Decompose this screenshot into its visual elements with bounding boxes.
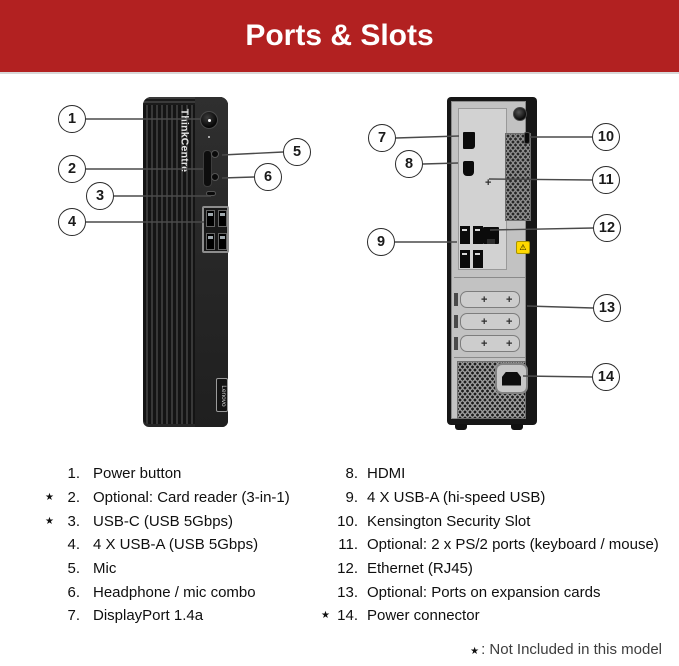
footnote <box>470 641 662 658</box>
callout-5: 5 <box>283 138 311 166</box>
rear-vent-grille <box>505 133 531 221</box>
screw-mark: + <box>481 294 488 306</box>
header-banner <box>0 0 679 74</box>
screw-mark: + <box>506 316 513 328</box>
expansion-slot-cover <box>460 291 520 308</box>
usb-a-port <box>460 250 470 268</box>
legend-number: 14. <box>337 607 358 625</box>
usb-a-port <box>473 226 483 244</box>
usb-a-port <box>206 210 215 227</box>
legend-label: 4 X USB-A (USB 5Gbps) <box>93 536 259 554</box>
lenovo-badge <box>216 378 228 412</box>
legend-label: 4 X USB-A (hi-speed USB) <box>367 489 546 507</box>
screw-mark: + <box>506 338 513 350</box>
thumbscrew <box>513 107 527 121</box>
legend-label: Mic <box>93 560 117 578</box>
ethernet-port <box>483 227 499 244</box>
usb-c-port <box>206 191 216 196</box>
screw-mark: + <box>481 338 488 350</box>
legend-item-14 <box>316 604 666 628</box>
slot-bracket <box>454 315 458 328</box>
legend-number: 8. <box>345 465 358 483</box>
footnote-star: ★ <box>321 610 330 622</box>
thinkcentre-logo: ThinkCentre <box>178 108 191 173</box>
callout-4: 4 <box>58 208 86 236</box>
legend-number: 6. <box>67 583 80 601</box>
screw-mark: + <box>506 294 513 306</box>
legend-number: 11. <box>338 536 358 554</box>
legend-label: Ethernet (RJ45) <box>367 560 473 578</box>
legend-item-3 <box>40 509 320 533</box>
legend-item-10 <box>316 509 666 533</box>
case-foot <box>455 424 467 430</box>
legend-label: Optional: Card reader (3-in-1) <box>93 489 290 507</box>
legend-label: USB-C (USB 5Gbps) <box>93 512 234 530</box>
legend-number: 10. <box>337 512 358 530</box>
usb-a-port <box>473 250 483 268</box>
legend-number: 2. <box>67 489 80 507</box>
rear-usb-cluster <box>460 226 484 269</box>
legend-label: Power connector <box>367 607 480 625</box>
mic-jack <box>211 150 219 158</box>
legend-number: 3. <box>67 512 80 530</box>
legend-item-2 <box>40 486 320 510</box>
usb-a-port <box>206 233 215 250</box>
rear-view-image <box>447 97 537 425</box>
legend-label: HDMI <box>367 465 406 483</box>
callout-12: 12 <box>593 214 621 242</box>
expansion-slot-cover <box>460 313 520 330</box>
front-usb-cluster <box>202 206 229 253</box>
callout-1: 1 <box>58 105 86 133</box>
power-inlet-socket <box>502 372 521 386</box>
footnote-text: : Not Included in this model <box>481 641 662 658</box>
lenovo-badge-text: Lenovo <box>220 385 227 407</box>
legend-label: Power button <box>93 465 182 483</box>
power-connector <box>495 363 528 394</box>
screw-mark: + <box>481 316 488 328</box>
legend-number: 5. <box>67 560 80 578</box>
headphone-jack <box>211 173 219 181</box>
slot-bracket <box>454 337 458 350</box>
callout-14: 14 <box>592 363 620 391</box>
usb-a-port <box>218 233 227 250</box>
callout-13: 13 <box>593 294 621 322</box>
legend-label: DisplayPort 1.4a <box>93 607 204 625</box>
legend-item-8 <box>316 462 666 486</box>
legend-label: Optional: Ports on expansion cards <box>367 583 601 601</box>
legend-item-5 <box>40 557 320 581</box>
legend-item-4 <box>40 533 320 557</box>
legend-item-12 <box>316 557 666 581</box>
front-view-image <box>143 97 228 427</box>
legend-item-6 <box>40 580 320 604</box>
footnote-star: ★ <box>45 492 54 504</box>
callout-2: 2 <box>58 155 86 183</box>
callout-7: 7 <box>368 124 396 152</box>
legend-label: Kensington Security Slot <box>367 512 531 530</box>
legend-number: 4. <box>67 536 80 554</box>
legend-number: 1. <box>67 465 80 483</box>
callout-10: 10 <box>592 123 620 151</box>
legend-item-9 <box>316 486 666 510</box>
legend-column-right <box>316 462 666 628</box>
rear-main-panel <box>451 101 526 419</box>
callout-9: 9 <box>367 228 395 256</box>
legend-number: 9. <box>345 489 358 507</box>
power-led <box>208 136 210 138</box>
case-foot <box>511 424 523 430</box>
legend-column-left <box>40 462 320 628</box>
legend-number: 12. <box>337 560 358 578</box>
legend-label: Optional: 2 x PS/2 ports (keyboard / mouse) <box>367 536 659 554</box>
panel-divider <box>454 277 525 278</box>
displayport-port <box>463 132 475 149</box>
legend-item-7 <box>40 604 320 628</box>
footnote-star: ★ <box>45 515 54 527</box>
kensington-slot <box>524 132 530 144</box>
ps2-mount-mark: + <box>485 177 492 189</box>
callout-8: 8 <box>395 150 423 178</box>
expansion-slot-cover <box>460 335 520 352</box>
legend-number: 13. <box>337 583 358 601</box>
callout-3: 3 <box>86 182 114 210</box>
legend-item-1 <box>40 462 320 486</box>
power-button <box>200 111 218 129</box>
usb-a-port <box>218 210 227 227</box>
slot-bracket <box>454 293 458 306</box>
legend-number: 7. <box>67 607 80 625</box>
legend-label: Headphone / mic combo <box>93 583 256 601</box>
callout-11: 11 <box>592 166 620 194</box>
legend-item-11 <box>316 533 666 557</box>
usb-a-port <box>460 226 470 244</box>
hdmi-port <box>463 161 474 176</box>
warning-icon: ⚠ <box>516 241 530 254</box>
legend-item-13 <box>316 580 666 604</box>
callout-6: 6 <box>254 163 282 191</box>
panel-divider <box>454 357 525 358</box>
footnote-star: ★ <box>470 646 480 657</box>
page-title: Ports & Slots <box>245 19 434 52</box>
